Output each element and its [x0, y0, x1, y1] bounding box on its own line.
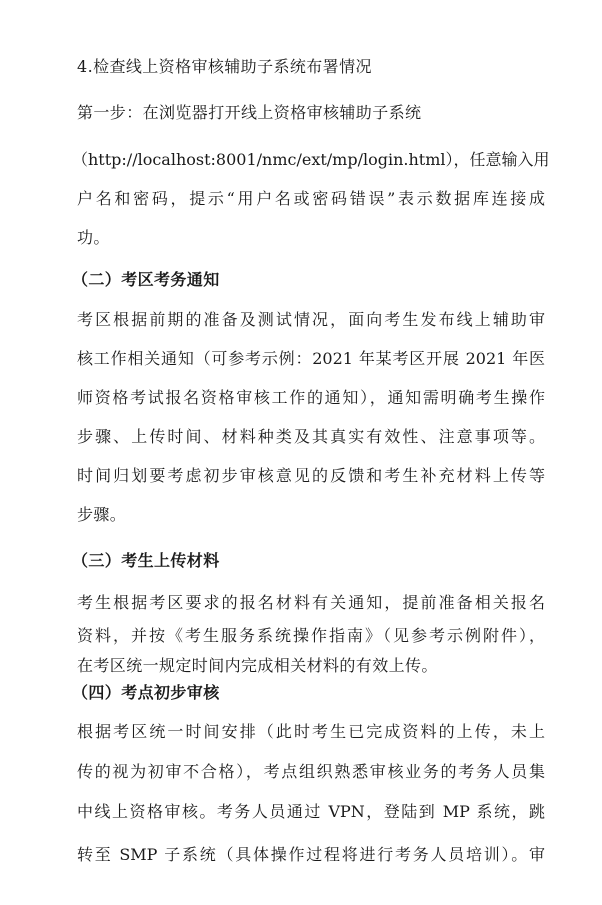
step-heading: 4.检查线上资格审核辅助子系统布署情况 — [77, 57, 372, 76]
section-heading-upload: （三）考生上传材料 — [72, 551, 220, 570]
paragraph-line: 功。 — [77, 228, 110, 247]
url-line: （http://localhost:8001/nmc/ext/mp/login.html），任意输入用 — [72, 150, 550, 169]
paragraph-line: 资料，并按《考生服务系统操作指南》（见参考示例附件）， — [77, 626, 545, 645]
paragraph-line: 转至 SMP 子系统（具体操作过程将进行考务人员培训）。审 — [77, 845, 545, 864]
paragraph-line: 时间归划要考虑初步审核意见的反馈和考生补充材料上传等 — [77, 466, 545, 485]
paragraph-line: 传的视为初审不合格），考点组织熟悉审核业务的考务人员集 — [77, 762, 545, 781]
paragraph-line: 在考区统一规定时间内完成相关材料的有效上传。 — [77, 656, 438, 675]
paragraph-line: 根据考区统一时间安排（此时考生已完成资料的上传，未上 — [77, 722, 545, 741]
paragraph-line: 户名和密码，提示“用户名或密码错误”表示数据库连接成 — [77, 189, 545, 208]
paragraph-line: 核工作相关通知（可参考示例：2021 年某考区开展 2021 年医 — [77, 349, 545, 368]
paragraph-line: 步骤。 — [77, 505, 127, 524]
paragraph-line: 师资格考试报名资格审核工作的通知），通知需明确考生操作 — [77, 388, 545, 407]
section-heading-exam-notice: （二）考区考务通知 — [72, 270, 220, 289]
paragraph-line: 步骤、上传时间、材料种类及其真实有效性、注意事项等。 — [77, 427, 545, 446]
paragraph-line: 考生根据考区要求的报名材料有关通知，提前准备相关报名 — [77, 593, 545, 612]
paragraph-line: 中线上资格审核。考务人员通过 VPN，登陆到 MP 系统，跳 — [77, 802, 545, 821]
section-heading-preliminary-review: （四）考点初步审核 — [72, 683, 220, 702]
paragraph-line: 考区根据前期的准备及测试情况，面向考生发布线上辅助审 — [77, 310, 545, 329]
step-one-text: 第一步：在浏览器打开线上资格审核辅助子系统 — [77, 103, 422, 122]
